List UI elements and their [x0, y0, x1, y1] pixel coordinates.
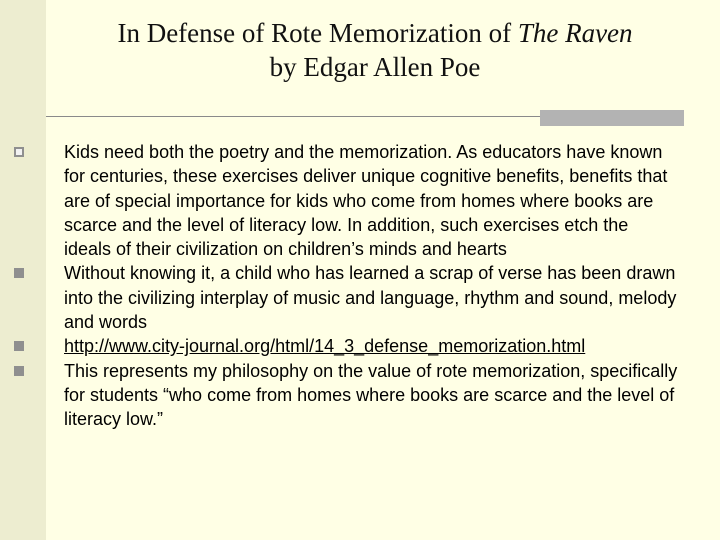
hollow-square-bullet-icon	[14, 147, 24, 157]
bullet-text-2: Without knowing it, a child who has learned a scrap of verse has been drawn into the civilizing interplay of music and language, rhythm and sound, melody and words	[64, 263, 677, 333]
bullet-item-3	[0, 334, 720, 358]
square-bullet-icon	[14, 341, 24, 351]
title-line2: by Edgar Allen Poe	[269, 52, 481, 82]
slide-title	[60, 16, 690, 84]
title-divider-block	[540, 110, 684, 126]
square-bullet-icon	[14, 366, 24, 376]
title-line1-italic: The Raven	[517, 18, 633, 48]
bullet-list	[0, 140, 720, 432]
city-journal-link[interactable]: http://www.city-journal.org/html/14_3_defense_memorization.html	[64, 336, 586, 357]
title-divider-line	[46, 116, 540, 117]
bullet-item-1	[0, 140, 720, 261]
bullet-item-4	[0, 359, 720, 432]
bullet-item-2	[0, 261, 720, 334]
bullet-text-4: This represents my philosophy on the value of rote memorization, specifically for students “who come from homes where books are scarce and the level of literacy low.”	[64, 360, 678, 430]
bullet-text-1: Kids need both the poetry and the memorization. As educators have known for centuries, these exercises deliver unique cognitive benefits, benefits that are of special importance for kids who come from homes where books are scarce and the level of literacy low. In addition, such exercises etch the ideals of their civilization on children’s minds and hearts	[64, 142, 668, 260]
square-bullet-icon	[14, 268, 24, 278]
title-line1-prefix: In Defense of Rote Memorization of	[117, 18, 518, 48]
